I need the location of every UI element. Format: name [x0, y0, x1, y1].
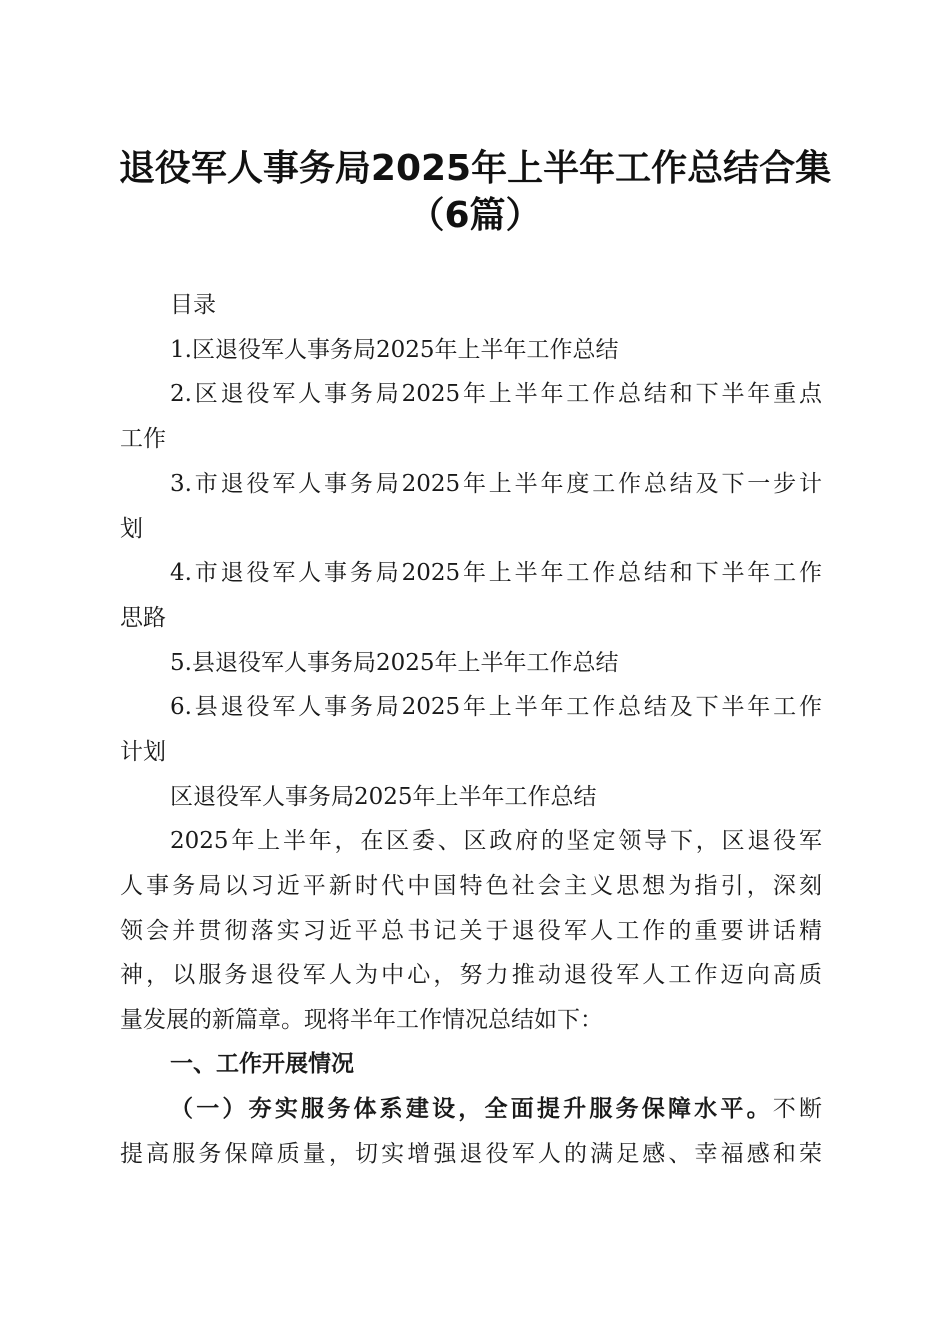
subsection-heading: （一）夯实服务体系建设，全面提升服务保障水平。 — [170, 1095, 773, 1122]
intro-line: 2025年上半年，在区委、区政府的坚定领导下，区退役军 — [170, 828, 822, 854]
toc-item-6-cont: 计划 — [120, 739, 166, 765]
toc-item-1: 1.区退役军人事务局2025年上半年工作总结 — [170, 337, 619, 363]
subsection-text: 不断 — [772, 1096, 823, 1122]
intro-line: 量发展的新篇章。现将半年工作情况总结如下： — [120, 1007, 603, 1033]
intro-line: 领会并贯彻落实习近平总书记关于退役军人工作的重要讲话精 — [120, 918, 822, 944]
toc-heading: 目录 — [170, 292, 216, 318]
toc-item-3-cont: 划 — [120, 516, 143, 542]
document-title-line1: 退役军人事务局2025年上半年工作总结合集 — [118, 148, 832, 189]
section-heading: 一、工作开展情况 — [170, 1051, 354, 1077]
toc-item-4-cont: 思路 — [120, 605, 166, 631]
article-title: 区退役军人事务局2025年上半年工作总结 — [170, 784, 597, 810]
toc-item-4: 4.市退役军人事务局2025年上半年工作总结和下半年工作 — [170, 560, 822, 586]
subsection-line-2: 提高服务保障质量，切实增强退役军人的满足感、幸福感和荣 — [120, 1141, 822, 1167]
toc-item-3: 3.市退役军人事务局2025年上半年度工作总结及下一步计 — [170, 471, 822, 497]
toc-item-2: 2.区退役军人事务局2025年上半年工作总结和下半年重点 — [170, 381, 822, 407]
toc-item-2-cont: 工作 — [120, 426, 166, 452]
toc-item-6: 6.县退役军人事务局2025年上半年工作总结及下半年工作 — [170, 694, 822, 720]
intro-line: 人事务局以习近平新时代中国特色社会主义思想为指引，深刻 — [120, 873, 822, 899]
document-title-line2: （6篇） — [408, 195, 542, 236]
intro-line: 神，以服务退役军人为中心，努力推动退役军人工作迈向高质 — [120, 962, 822, 988]
subsection-line — [170, 1090, 822, 1123]
toc-item-5: 5.县退役军人事务局2025年上半年工作总结 — [170, 650, 619, 676]
